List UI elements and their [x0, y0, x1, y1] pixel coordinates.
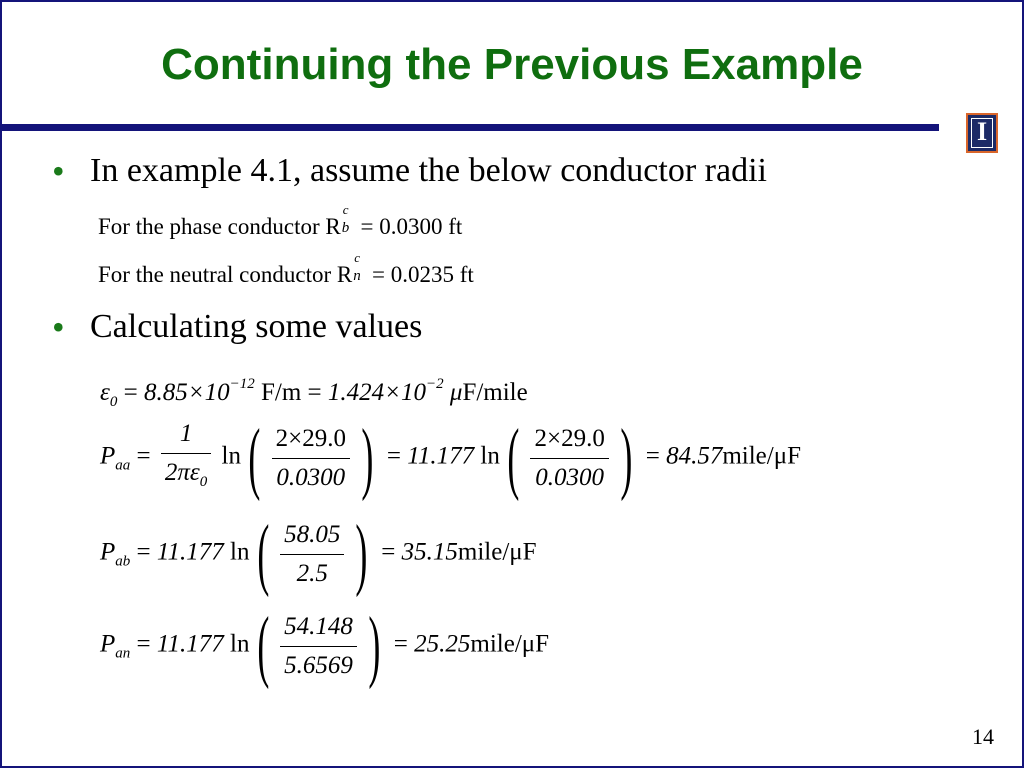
- ln-label: ln: [221, 442, 241, 470]
- left-paren: (: [248, 414, 261, 502]
- phase-sub: b: [341, 220, 350, 236]
- permittivity-equation: [100, 376, 528, 411]
- bullet-text: In example 4.1, assume the below conductor radii: [90, 152, 767, 189]
- slide-title: Continuing the Previous Example: [161, 40, 863, 89]
- frac-numerator: 2×29.0: [272, 424, 350, 459]
- pab-equation: [100, 510, 537, 598]
- frac-denominator: [161, 454, 211, 497]
- eq-sign: =: [393, 630, 408, 658]
- mu-symbol: μ: [443, 379, 463, 406]
- bullet-dot: •: [52, 307, 65, 347]
- phase-value: = 0.0300 ft: [360, 214, 463, 239]
- frac-denominator: 0.0300: [276, 463, 346, 491]
- eps-mantissa-1: 8.85×10: [143, 379, 230, 406]
- eps-symbol: ε: [189, 459, 200, 486]
- phase-conductor-radius: [98, 202, 463, 240]
- ratio-fraction: [272, 424, 350, 493]
- eps-unit-2: F/mile: [462, 379, 528, 406]
- eps-sub: 0: [199, 474, 208, 490]
- left-paren: (: [507, 414, 520, 502]
- bullet-text: Calculating some values: [90, 308, 423, 345]
- frac-denominator: 0.0300: [535, 463, 605, 491]
- coefficient: 11.177: [156, 630, 224, 658]
- eps-mantissa-2: 1.424×10: [327, 379, 426, 406]
- university-logo: [966, 113, 998, 153]
- page-number: 14: [972, 724, 994, 749]
- neutral-sup: c: [354, 250, 360, 265]
- two-pi: 2π: [164, 459, 190, 486]
- eq-sign: =: [301, 379, 328, 406]
- frac-numerator: 2×29.0: [530, 424, 608, 459]
- logo-letter: I: [976, 117, 988, 146]
- result-value: 84.57: [666, 442, 723, 470]
- coefficient: 11.177: [156, 538, 224, 566]
- ln-label: ln: [230, 630, 250, 658]
- right-paren: ): [361, 414, 374, 502]
- bullet-dot: •: [52, 151, 65, 191]
- result-value: 35.15: [401, 538, 458, 566]
- eq-sign: =: [117, 379, 144, 406]
- p-sub: aa: [115, 457, 131, 474]
- right-paren: ): [355, 510, 368, 598]
- ln-label: ln: [230, 538, 250, 566]
- eq-sign: =: [136, 538, 151, 566]
- result-value: 25.25: [414, 630, 471, 658]
- phase-label: For the phase conductor R: [98, 214, 341, 239]
- right-paren: ): [368, 602, 381, 690]
- paa-equation: [100, 414, 802, 502]
- ln-label: ln: [480, 442, 500, 470]
- p-symbol: P: [100, 442, 116, 470]
- frac-denominator: 5.6569: [284, 651, 353, 679]
- p-sub: an: [115, 645, 131, 662]
- result-unit: mile/μF: [457, 538, 537, 566]
- result-unit: mile/μF: [722, 442, 802, 470]
- p-sub: ab: [115, 553, 131, 570]
- phase-scripts: [341, 202, 355, 236]
- eq-sign: =: [136, 630, 151, 658]
- eq-sign: =: [381, 538, 396, 566]
- p-symbol: P: [100, 538, 116, 566]
- neutral-scripts: [352, 250, 366, 284]
- ratio-fraction: [280, 520, 344, 589]
- eq-sign: =: [645, 442, 660, 470]
- frac-numerator: 54.148: [280, 612, 357, 647]
- coefficient: 11.177: [407, 442, 475, 470]
- eps-symbol: ε: [100, 379, 110, 406]
- left-paren: (: [256, 510, 269, 598]
- eps-sub: 0: [109, 394, 118, 410]
- inverse-fraction: [161, 419, 211, 497]
- eps-exp-1: −12: [229, 376, 255, 392]
- title-rule: [0, 124, 939, 131]
- result-unit: mile/μF: [470, 630, 550, 658]
- left-paren: (: [256, 602, 269, 690]
- p-symbol: P: [100, 630, 116, 658]
- eq-sign: =: [136, 442, 151, 470]
- eps-unit-1: F/m: [260, 379, 302, 406]
- pan-equation: [100, 602, 550, 690]
- eps-exp-2: −2: [426, 376, 444, 392]
- neutral-sub: n: [353, 268, 361, 284]
- ratio-fraction: [530, 424, 608, 493]
- neutral-conductor-radius: [98, 250, 474, 288]
- frac-denominator: 2.5: [296, 559, 328, 587]
- frac-numerator: 1: [161, 419, 211, 454]
- eq-sign: =: [386, 442, 401, 470]
- phase-sup: c: [342, 202, 349, 217]
- neutral-value: = 0.0235 ft: [371, 262, 474, 287]
- neutral-label: For the neutral conductor R: [98, 262, 353, 287]
- ratio-fraction: [280, 612, 357, 681]
- frac-numerator: 58.05: [280, 520, 344, 555]
- right-paren: ): [620, 414, 633, 502]
